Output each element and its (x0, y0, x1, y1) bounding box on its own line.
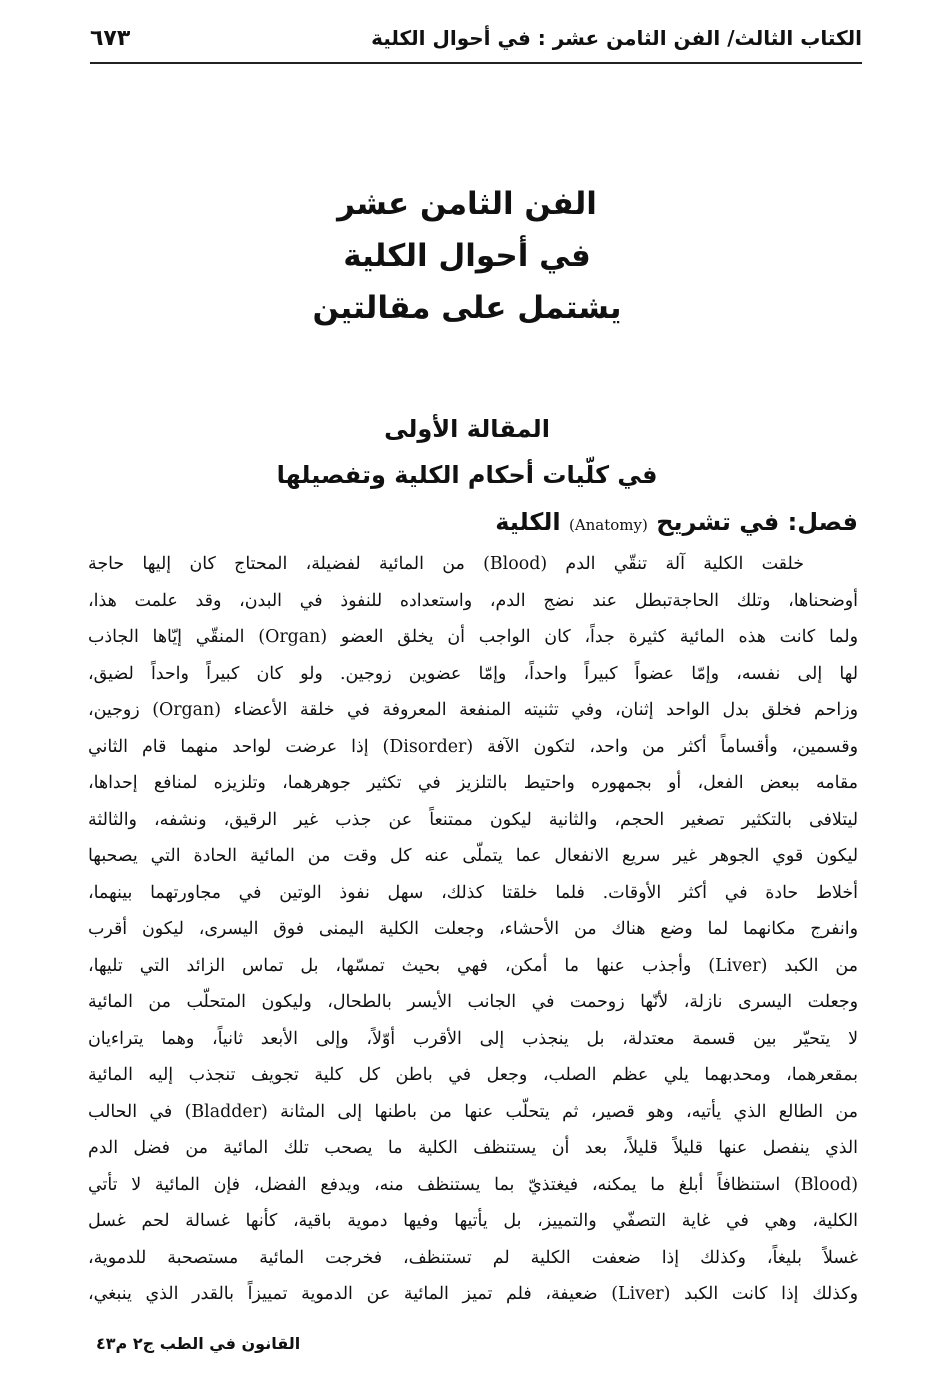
body-line: لا يتحيّر بين قسمة معتدلة، بل ينجذب إلى الأقرب أوّلاً، وإلى الأبعد ثانياً، وهما يتراءيان (88, 1028, 858, 1049)
body-line: وكذلك إذا كانت الكبد (Liver) ضعيفة، فلم تميز المائية عن الدموية تمييزاً بالقدر الذي ينبغي، (88, 1284, 858, 1304)
body-line: بمقعرهما، ومحدبهما يلي عظم الصلب، وجعل في باطن كل كلية تجويف تنجذب إليه المائية (88, 1065, 858, 1085)
article-title (0, 406, 934, 498)
body-line: من الكبد (Liver) وأجذب عنها ما أمكن، فهي بحيث تمسّها، بل تماس الزائد التي تليها، (88, 955, 858, 976)
chapter-title (0, 178, 934, 334)
section-heading-term: (Anatomy) (568, 516, 648, 534)
article-title-line: في كلّيات أحكام الكلية وتفصيلها (276, 461, 658, 489)
body-line: وزاحم فخلق بدل الواحد إثنان، وفي تثنيته المنفعة المعروفة في خلقة الأعضاء (Organ) زوجين، (88, 700, 858, 720)
section-heading (495, 508, 858, 536)
body-line: أوضحناها، وتلك الحاجةتبطل عند نضج الدم، واستعداده للنفوذ في البدن، وقد علمت هذا، (88, 590, 858, 611)
running-header (90, 22, 862, 64)
body-line: من الطالع الذي يأتيه، وهو قصير، ثم يتحلّب عنها من باطنها إلى المثانة (Bladder) في الحالب (88, 1101, 858, 1122)
body-line: غسلاً بليغاً، وكذلك إذا ضعفت الكلية لم تستنظف، فخرجت المائية مستصحبة للدموية، (88, 1247, 859, 1268)
article-title-line: المقالة الأولى (384, 415, 550, 443)
body-text (88, 546, 858, 1313)
body-line: (Blood) استنظافاً أبلغ ما يمكنه، فيغتذيّ بما يستنظف منه، ويدفع الفضل، فإن المائية لا تأتي (88, 1174, 858, 1195)
body-line: مقامه ببعض الفعل، أو بجمهوره واحتيط بالتلزيز في تكثير جوهرهما، وتلزيزه لمنافع إحداها، (88, 773, 858, 793)
section-heading-subject: الكلية (495, 508, 561, 536)
chapter-title-line: في أحوال الكلية (343, 238, 591, 274)
body-line: ليتلافى بالتكثير تصغير الحجم، والثانية ليكون ممتنعاً عن جذب غير الرقيق، ونشفه، والثالثة (88, 809, 858, 830)
page-number: ٦٧٣ (90, 26, 131, 51)
body-line: خلقت الكلية آلة تنقّي الدم (Blood) من المائية لفضيلة، المحتاج كان إليها حاجة (88, 554, 804, 574)
footer-signature: القانون في الطب ج٢ م٤٣ (96, 1334, 301, 1353)
body-line: وقسمين، وأقساماً أكثر من واحد، لتكون الآفة (Disorder) إذا عرضت لواحد منهما قام الثاني (88, 736, 858, 757)
body-line: الكلية، وهي في غاية التصفّي والتمييز، بل يأتيها وفيها دموية باقية، كأنها غسالة لحم غسل (88, 1211, 858, 1231)
section-heading-label: فصل: في تشريح (656, 508, 858, 536)
body-line: لها إلى نفسه، وإمّا عضواً كبيراً واحداً، وإمّا عضوين زوجين. ولو كان كبيراً واحداً لضيق، (88, 663, 858, 684)
body-line: ولما كانت هذه المائية كثيرة جداً، كان الواجب أن يخلق العضو (Organ) المنقّي إيّاها الجاذب (88, 627, 858, 647)
running-title: الكتاب الثالث/ الفن الثامن عشر : في أحوال الكلية (371, 26, 862, 50)
body-line: الذي ينفصل عنها قليلاً قليلاً، بعد أن يستنظف الكلية ما يصحب تلك المائية من فضل الدم (88, 1138, 858, 1158)
body-line: ليكون قوي الجوهر غير سريع الانفعال عما يتملّى عنه كل وقت من المائية الحادة التي يصحبها (88, 846, 858, 866)
body-line: وانفرج مكانهما لما وضع هناك من الأحشاء، وجعلت الكلية اليمنى فوق اليسرى، ليكون أقرب (88, 919, 858, 939)
body-line: أخلاط حادة في أكثر الأوقات. فلما خلقتا كذلك، سهل نفوذ الوتين في مجاورتهما بينهما، (88, 882, 858, 903)
chapter-title-line: الفن الثامن عشر (337, 186, 597, 222)
body-line: وجعلت اليسرى نازلة، لأنّها زوحمت في الجانب الأيسر بالطحال، وليكون المتحلّب من المائية (88, 992, 858, 1012)
chapter-title-line: يشتمل على مقالتين (312, 290, 622, 326)
